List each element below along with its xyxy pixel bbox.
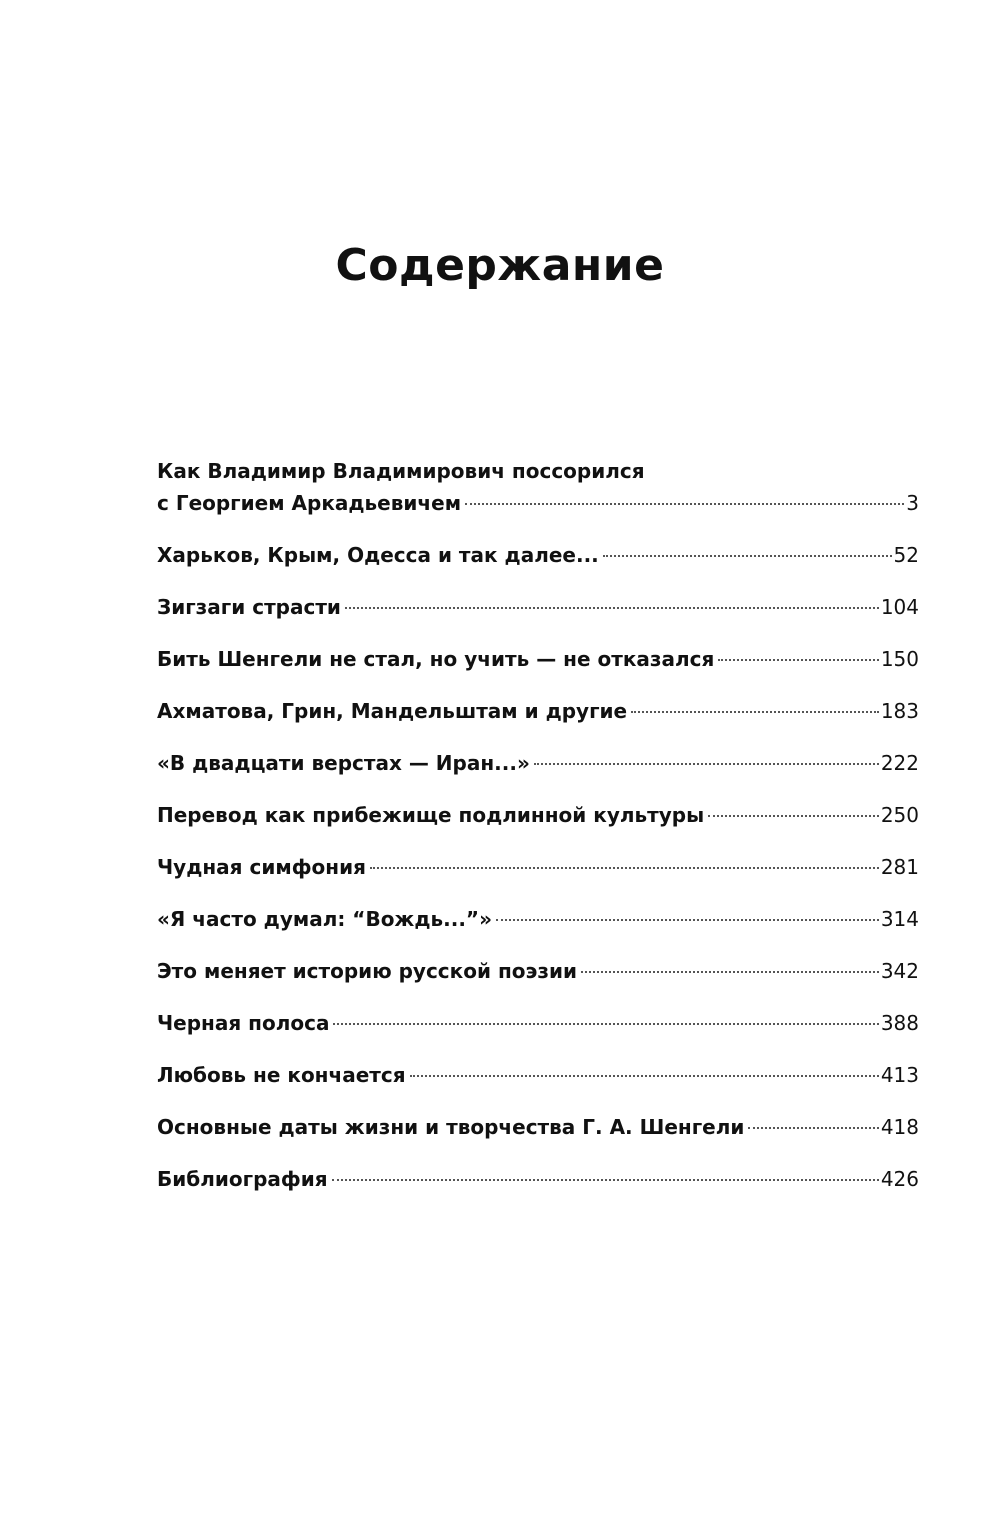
toc-entry-page: 104 <box>880 595 919 619</box>
toc-entry <box>157 1112 919 1142</box>
toc-entry-title: Черная полоса <box>157 1011 330 1035</box>
dot-leader <box>332 1179 879 1181</box>
toc-entry-page: 426 <box>880 1167 919 1191</box>
dot-leader <box>718 659 878 661</box>
dot-leader <box>534 763 879 765</box>
toc-entry-page: 281 <box>880 855 919 879</box>
toc-entry <box>157 540 919 570</box>
toc-entry <box>157 956 919 986</box>
toc-entry-page: 150 <box>880 647 919 671</box>
dot-leader <box>631 711 879 713</box>
toc-entry-page: 183 <box>880 699 919 723</box>
toc-entry-title: Библиография <box>157 1167 328 1191</box>
toc-entry-title: Ахматова, Грин, Мандельштам и другие <box>157 699 628 723</box>
toc-entry <box>157 800 919 830</box>
toc-entry-page: 342 <box>880 959 919 983</box>
toc-entry-title: «Я часто думал: “Вождь...”» <box>157 907 492 931</box>
toc-entry-page: 3 <box>906 491 919 515</box>
dot-leader <box>465 503 904 505</box>
toc-entry-page: 222 <box>880 751 919 775</box>
toc-entry-page: 52 <box>893 543 919 567</box>
toc-entry-title: Это меняет историю русской поэзии <box>157 959 578 983</box>
toc-entry-title: Перевод как прибежище подлинной культуры <box>157 803 705 827</box>
toc-entry-title: «В двадцати верстах — Иран...» <box>157 751 530 775</box>
toc-entry <box>157 1164 919 1194</box>
toc-entry-title-continued: с Георгием Аркадьевичем <box>157 491 462 515</box>
toc-entry-page: 388 <box>880 1011 919 1035</box>
toc-entry <box>157 1060 919 1090</box>
dot-leader <box>333 1023 878 1025</box>
toc-entry-title: Бить Шенгели не стал, но учить — не отказался <box>157 647 715 671</box>
toc-entry <box>157 644 919 674</box>
toc-entry-page: 413 <box>880 1063 919 1087</box>
dot-leader <box>748 1127 878 1129</box>
toc-entry-title: Чудная симфония <box>157 855 366 879</box>
dot-leader <box>708 815 879 817</box>
dot-leader <box>345 607 879 609</box>
toc-entry <box>157 904 919 934</box>
toc-entry-title: Любовь не кончается <box>157 1063 406 1087</box>
dot-leader <box>496 919 879 921</box>
toc-entry-title: Зигзаги страсти <box>157 595 341 619</box>
dot-leader <box>370 867 879 869</box>
toc-entry <box>157 696 919 726</box>
toc-entry-page: 250 <box>880 803 919 827</box>
toc-entry-title: Как Владимир Владимирович поссорился <box>157 459 645 483</box>
toc-entry <box>157 1008 919 1038</box>
table-of-contents <box>157 456 919 1216</box>
toc-entry-page: 418 <box>880 1115 919 1139</box>
toc-entry <box>157 852 919 882</box>
toc-entry <box>157 592 919 622</box>
toc-entry-page: 314 <box>880 907 919 931</box>
dot-leader <box>581 971 879 973</box>
toc-entry <box>157 456 919 518</box>
toc-entry-title: Харьков, Крым, Одесса и так далее... <box>157 543 599 567</box>
toc-entry-title: Основные даты жизни и творчества Г. А. Шенгели <box>157 1115 745 1139</box>
toc-entry <box>157 748 919 778</box>
dot-leader <box>603 555 892 557</box>
dot-leader <box>410 1075 879 1077</box>
page-title: Содержание <box>335 240 665 292</box>
